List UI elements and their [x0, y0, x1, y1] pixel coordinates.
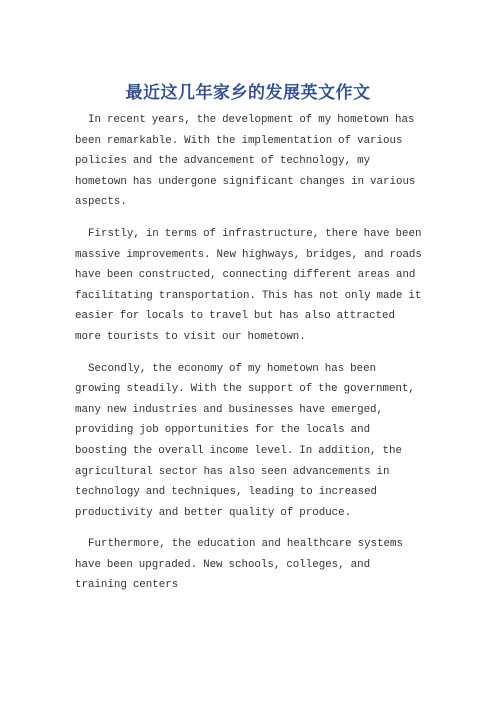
paragraph-infrastructure: Firstly, in terms of infrastructure, there have been massive improvements. New highways, bridges, and roads have been constructed, connecting different areas and facilitating transportation. This has not only made it easier for locals to travel but has also attracted more tourists to visit our hometown. — [75, 227, 422, 343]
paragraph-economy: Secondly, the economy of my hometown has been growing steadily. With the support of the government, many new industries and businesses have emerged, providing job opportunities for the locals and boosting the overall income level. In addition, the agricultural sector has also seen advancements in technology and techniques, leading to increased productivity and better quality of produce. — [75, 362, 415, 519]
document-body — [75, 110, 425, 607]
document-title: 最近这几年家乡的发展英文作文 — [125, 83, 371, 103]
paragraph-intro: In recent years, the development of my hometown has been remarkable. With the implementation of various policies and the advancement of technology, my hometown has undergone significant changes in various aspects. — [75, 114, 416, 209]
paragraph-education-healthcare: Furthermore, the education and healthcare systems have been upgraded. New schools, colleges, and training centers — [75, 538, 403, 592]
